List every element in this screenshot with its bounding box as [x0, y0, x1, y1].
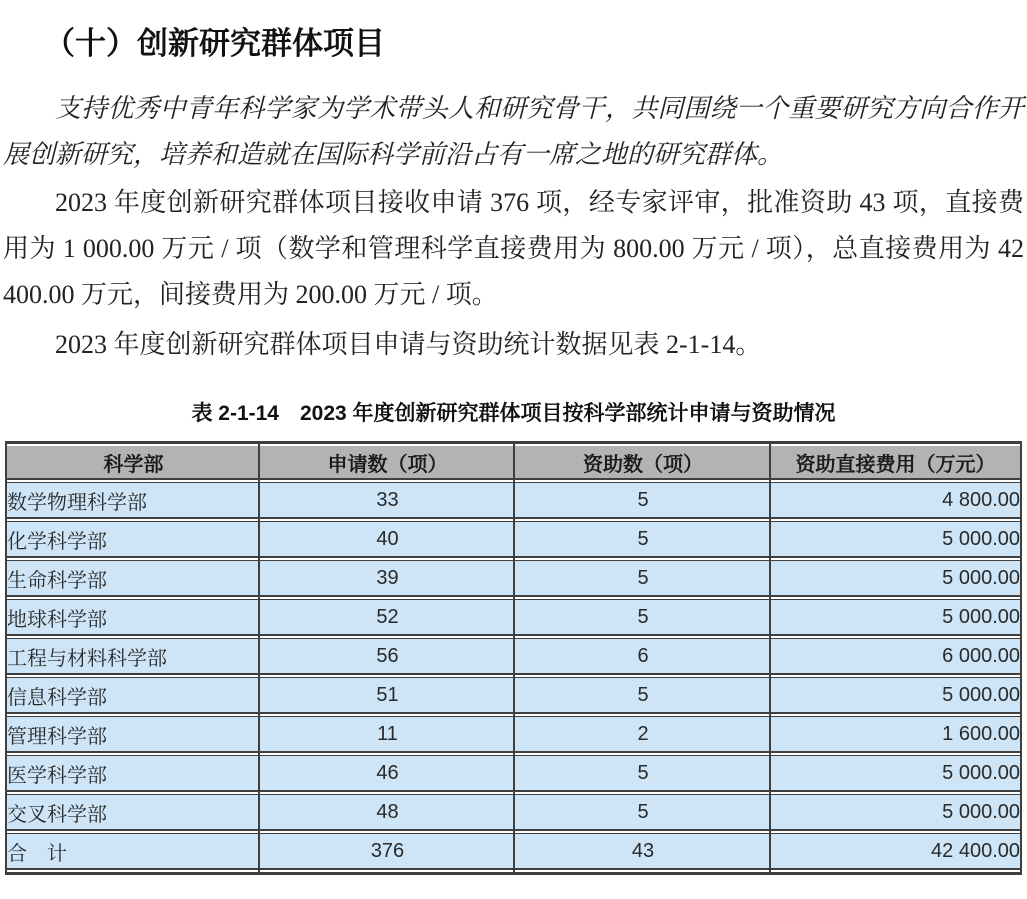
cell-applications: 11 — [260, 716, 515, 753]
section-title: （十）创新研究群体项目 — [44, 26, 385, 61]
cell-funded: 2 — [515, 716, 771, 753]
column-divider — [769, 444, 771, 872]
cell-total-direct-cost: 42 400.00 — [771, 833, 1020, 870]
cell-funded: 5 — [515, 599, 771, 636]
cell-department: 交叉科学部 — [7, 794, 260, 831]
column-divider — [258, 444, 260, 872]
cell-direct-cost: 5 000.00 — [771, 560, 1020, 597]
cell-department: 医学科学部 — [7, 755, 260, 792]
column-divider — [513, 444, 515, 872]
cell-funded: 5 — [515, 677, 771, 714]
cell-applications: 40 — [260, 521, 515, 558]
cell-total-label: 合 计 — [7, 833, 260, 870]
cell-department: 数学物理科学部 — [7, 482, 260, 519]
cell-department: 管理科学部 — [7, 716, 260, 753]
cell-department: 信息科学部 — [7, 677, 260, 714]
header-department: 科学部 — [7, 446, 260, 480]
header-direct-cost: 资助直接费用（万元） — [771, 446, 1020, 480]
cell-funded: 6 — [515, 638, 771, 675]
cell-funded: 5 — [515, 521, 771, 558]
cell-funded: 5 — [515, 794, 771, 831]
cell-direct-cost: 5 000.00 — [771, 794, 1020, 831]
cell-total-applications: 376 — [260, 833, 515, 870]
paragraph-statistics: 2023 年度创新研究群体项目接收申请 376 项，经专家评审，批准资助 43 项，直接费用为 1 000.00 万元 / 项（数学和管理科学直接费用为 800.00 万元 / 项），总直接费用为 42 400.00 万元，间接费用为 200.00 万元 / 项。 — [3, 188, 1024, 309]
header-funded: 资助数（项） — [515, 446, 771, 480]
cell-direct-cost: 5 000.00 — [771, 677, 1020, 714]
cell-applications: 51 — [260, 677, 515, 714]
table-caption: 表 2-1-14 2023 年度创新研究群体项目按科学部统计申请与资助情况 — [191, 402, 836, 425]
cell-direct-cost: 6 000.00 — [771, 638, 1020, 675]
cell-funded: 5 — [515, 560, 771, 597]
cell-funded: 5 — [515, 482, 771, 519]
cell-applications: 46 — [260, 755, 515, 792]
cell-total-funded: 43 — [515, 833, 771, 870]
cell-direct-cost: 5 000.00 — [771, 755, 1020, 792]
cell-direct-cost: 5 000.00 — [771, 599, 1020, 636]
cell-direct-cost: 5 000.00 — [771, 521, 1020, 558]
cell-applications: 52 — [260, 599, 515, 636]
cell-direct-cost: 4 800.00 — [771, 482, 1020, 519]
cell-direct-cost: 1 600.00 — [771, 716, 1020, 753]
paragraph-table-reference: 2023 年度创新研究群体项目申请与资助统计数据见表 2-1-14。 — [55, 330, 762, 359]
cell-applications: 39 — [260, 560, 515, 597]
paragraph-intro: 支持优秀中青年科学家为学术带头人和研究骨干，共同围绕一个重要研究方向合作开展创新研究，培养和造就在国际科学前沿占有一席之地的研究群体。 — [3, 94, 1024, 169]
cell-applications: 33 — [260, 482, 515, 519]
header-applications: 申请数（项） — [260, 446, 515, 480]
cell-applications: 48 — [260, 794, 515, 831]
cell-funded: 5 — [515, 755, 771, 792]
cell-department: 化学科学部 — [7, 521, 260, 558]
statistics-table-wrapper — [5, 441, 1022, 875]
cell-applications: 56 — [260, 638, 515, 675]
cell-department: 地球科学部 — [7, 599, 260, 636]
cell-department: 生命科学部 — [7, 560, 260, 597]
cell-department: 工程与材料科学部 — [7, 638, 260, 675]
